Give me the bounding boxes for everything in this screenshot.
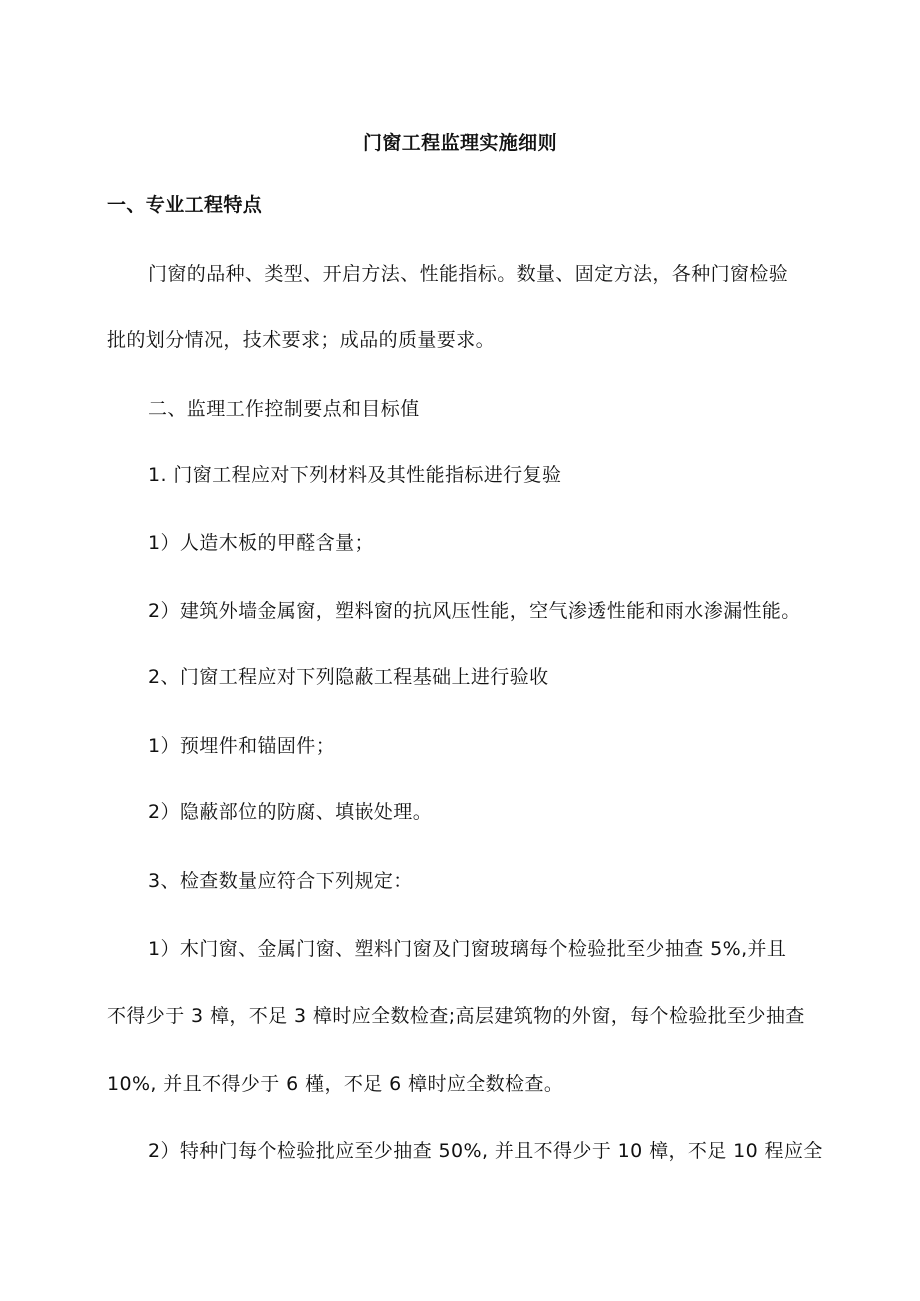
paragraph-line: 1）木门窗、金属门窗、塑料门窗及门窗玻璃每个检验批至少抽查 5%,并且: [148, 938, 787, 960]
document-title: 门窗工程监理实施细则: [362, 132, 557, 154]
section-heading-1: 一、专业工程特点: [107, 194, 263, 216]
list-item: 1）预埋件和锚固件；: [148, 735, 336, 757]
paragraph-line: 门窗的品种、类型、开启方法、性能指标。数量、固定方法，各种门窗检验: [148, 263, 789, 285]
item-heading-3: 3、检查数量应符合下列规定：: [148, 870, 413, 892]
paragraph-line: 不得少于 3 樟，不足 3 樟时应全数检查;高层建筑物的外窗，每个检验批至少抽查: [107, 1005, 805, 1027]
list-item: 1）人造木板的甲醛含量；: [148, 532, 374, 554]
paragraph-line: 批的划分情况，技术要求；成品的质量要求。: [107, 329, 496, 351]
paragraph-line: 10%, 并且不得少于 6 槿，不足 6 樟时应全数检查。: [107, 1073, 564, 1095]
list-item: 2）建筑外墙金属窗，塑料窗的抗风压性能，空气渗透性能和雨水渗漏性能。: [148, 600, 801, 622]
section-heading-2: 二、监理工作控制要点和目标值: [148, 398, 420, 420]
item-heading-1: 1. 门窗工程应对下列材料及其性能指标进行复验: [148, 464, 562, 486]
item-heading-2: 2、门窗工程应对下列隐蔽工程基础上进行验收: [148, 666, 549, 688]
paragraph-line: 2）特种门每个检验批应至少抽查 50%, 并且不得少于 10 樟，不足 10 程应全: [148, 1140, 823, 1162]
list-item: 2）隐蔽部位的防腐、填嵌处理。: [148, 801, 433, 823]
